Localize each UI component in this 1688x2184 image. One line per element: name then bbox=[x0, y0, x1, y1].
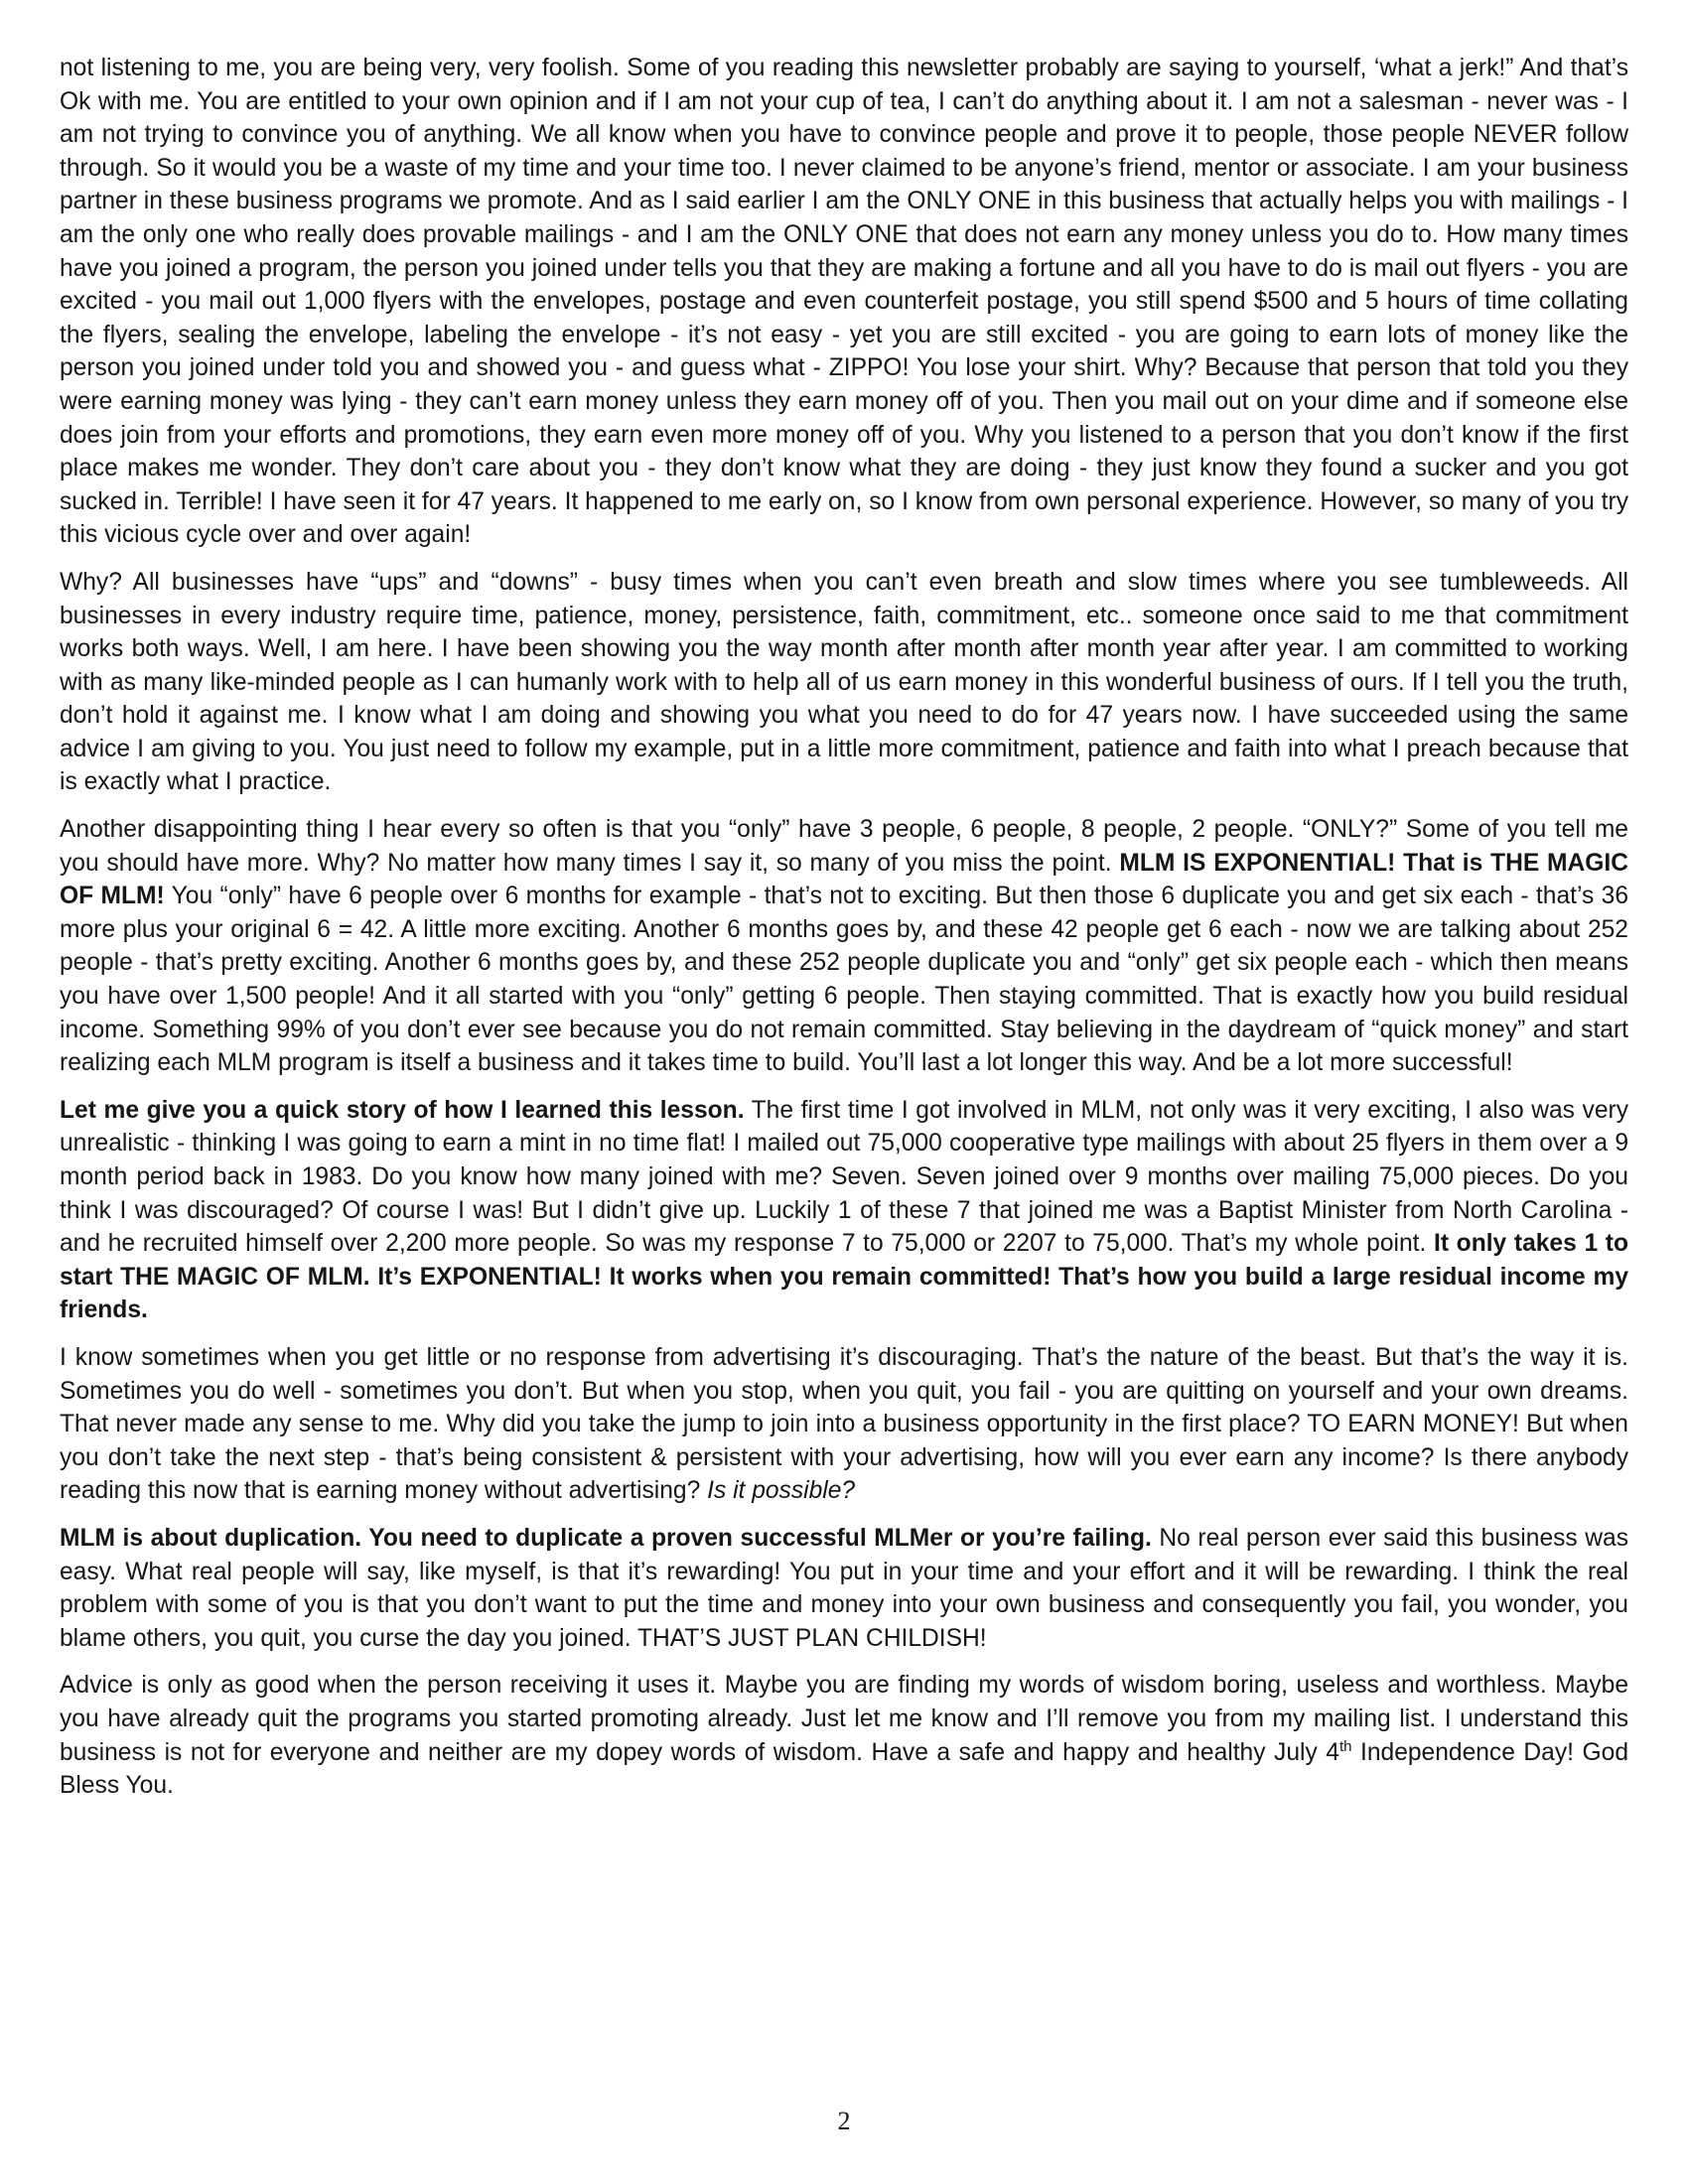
paragraph-7 bbox=[60, 1669, 1628, 1802]
paragraph-text: Advice is only as good when the person receiving it uses it. Maybe you are finding my words of wisdom boring, useless and worthless. Maybe you have already quit the programs you started promoting already. Just let me know and I’ll remove you from my mailing list. I understand this business is not for everyone and neither are my dopey words of wisdom. Have a safe and happy and healthy July 4 bbox=[60, 1672, 1628, 1766]
paragraph-text: Why? All businesses have “ups” and “downs” - busy times when you can’t even breath and slow times where you see tumbleweeds. All businesses in every industry require time, patience, money, persistence, faith, commitment, etc.. someone once said to me that commitment works both ways. Well, I am here. I have been showing you the way month after month after month year after year. I am committed to working with as many like-minded people as I can humanly work with to help all of us earn money in this wonderful business of ours. If I tell you the truth, don’t hold it against me. I know what I am doing and showing you what you need to do for 47 years now. I have succeeded using the same advice I am giving to you. You just need to follow my example, put in a little more commitment, patience and faith into what I preach because that is exactly what I practice. bbox=[60, 568, 1628, 796]
italic-question: Is it possible? bbox=[707, 1477, 856, 1505]
paragraph-2 bbox=[60, 566, 1628, 799]
paragraph-text: No real person ever said this business was easy. What real people will say, like myself, is that it’s rewarding! You put in your time and your effort and it will be rewarding. I think the real problem with some of you is that you don’t want to put the time and money into your own business and consequently you fail, you wonder, you blame others, you quit, you curse the day you joined. THAT’S JUST PLAN CHILDISH! bbox=[60, 1524, 1629, 1652]
paragraph-text: not listening to me, you are being very, very foolish. Some of you reading this newsletter probably are saying to yourself, ‘what a jerk!” And that’s Ok with me. You are entitled to your own opinion and if I am not your cup of tea, I can’t do anything about it. I am not a salesman - never was - I am not trying to convince you of anything. We all know when you have to convince people and prove it to people, those people NEVER follow through. So it would you be a waste of my time and your time too. I never claimed to be anyone’s friend, mentor or associate. I am your business partner in these business programs we promote. And as I said earlier I am the ONLY ONE in this business that actually helps you with mailings - I am the only one who really does provable mailings - and I am the ONLY ONE that does not earn any money unless you do to. How many times have you joined a program, the person you joined under tells you that they are making a fortune and all you have to do is mail out flyers - you are excited - you mail out 1,000 flyers with the envelopes, postage and even counterfeit postage, you still spend $500 and 5 hours of time collating the flyers, sealing the envelope, labeling the envelope - it’s not easy - yet you are still excited - you are going to earn lots of money like the person you joined under told you and showed you - and guess what - ZIPPO! You lose your shirt. Why? Because that person that told you they were earning money was lying - they can’t earn money unless they earn money off of you. Then you mail out on your dime and if someone else does join from your efforts and promotions, they earn even more money off of you. Why you listened to a person that you don’t know if the first place makes me wonder. They don’t care about you - they don’t know what they are doing - they just know they found a sucker and you got sucked in. Terrible! I have seen it for 47 years. It happened to me early on, so I know from own personal experience. However, so many of you try this vicious cycle over and over again! bbox=[60, 55, 1628, 549]
paragraph-text: The first time I got involved in MLM, not only was it very exciting, I also was very unrealistic - thinking I was going to earn a mint in no time flat! I mailed out 75,000 cooperative type mailings with about 25 flyers in them over a 9 month period back in 1983. Do you know how many joined with me? Seven. Seven joined over 9 months over mailing 75,000 pieces. Do you think I was discouraged? Of course I was! But I didn’t give up. Luckily 1 of these 7 that joined me was a Baptist Minister from North Carolina - and he recruited himself over 2,200 more people. So was my response 7 to 75,000 or 2207 to 75,000. That’s my whole point. bbox=[60, 1096, 1628, 1258]
paragraph-text: Another disappointing thing I hear every so often is that you “only” have 3 people, 6 people, 8 people, 2 people. “ONLY?” Some of you tell me you should have more. Why? No matter how many times I say it, so many of you miss the point. bbox=[60, 816, 1628, 877]
paragraph-text: You “only” have 6 people over 6 months for example - that’s not to exciting. But then those 6 duplicate you and get six each - that’s 36 more plus your original 6 = 42. A little more exciting. Another 6 months goes by, and these 42 people get 6 each - now we are talking about 252 people - that’s pretty exciting. Another 6 months goes by, and these 252 people duplicate you and “only” get six people each - which then means you have over 1,500 people! And it all started with you “only” getting 6 people. Then staying committed. That is exactly how you build residual income. Something 99% of you don’t ever see because you do not remain committed. Stay believing in the daydream of “quick money” and start realizing each MLM program is itself a business and it takes time to build. You’ll last a lot longer this way. And be a lot more successful! bbox=[60, 883, 1628, 1077]
paragraph-1 bbox=[60, 52, 1628, 552]
newsletter-page bbox=[60, 52, 1628, 1817]
paragraph-6 bbox=[60, 1522, 1628, 1655]
bold-lead-in: MLM is about duplication. You need to duplicate a proven successful MLMer or you’re failing. bbox=[60, 1524, 1152, 1552]
paragraph-text: I know sometimes when you get little or no response from advertising it’s discouraging. That’s the nature of the beast. But that’s the way it is. Sometimes you do well - sometimes you don’t. But when you stop, when you quit, you fail - you are quitting on yourself and your own dreams. That never made any sense to me. Why did you take the jump to join into a business opportunity in the first place? TO EARN MONEY! But when you don’t take the next step - that’s being consistent & persistent with your advertising, how will you ever earn any income? Is there anybody reading this now that is earning money without advertising? bbox=[60, 1343, 1628, 1505]
bold-emphasis: It only takes 1 to start THE MAGIC OF MLM. It’s EXPONENTIAL! It works when you remain committed! That’s how you build a large residual income my friends. bbox=[60, 1230, 1629, 1324]
ordinal-superscript: th bbox=[1338, 1737, 1352, 1755]
paragraph-4 bbox=[60, 1094, 1628, 1327]
bold-emphasis: MLM IS EXPONENTIAL! That is THE MAGIC OF MLM! bbox=[60, 849, 1628, 910]
paragraph-5 bbox=[60, 1341, 1628, 1508]
page-number: 2 bbox=[837, 2107, 851, 2135]
paragraph-3 bbox=[60, 813, 1628, 1080]
paragraph-text: Independence Day! God Bless You. bbox=[60, 1738, 1628, 1800]
bold-lead-in: Let me give you a quick story of how I learned this lesson. bbox=[60, 1096, 745, 1124]
